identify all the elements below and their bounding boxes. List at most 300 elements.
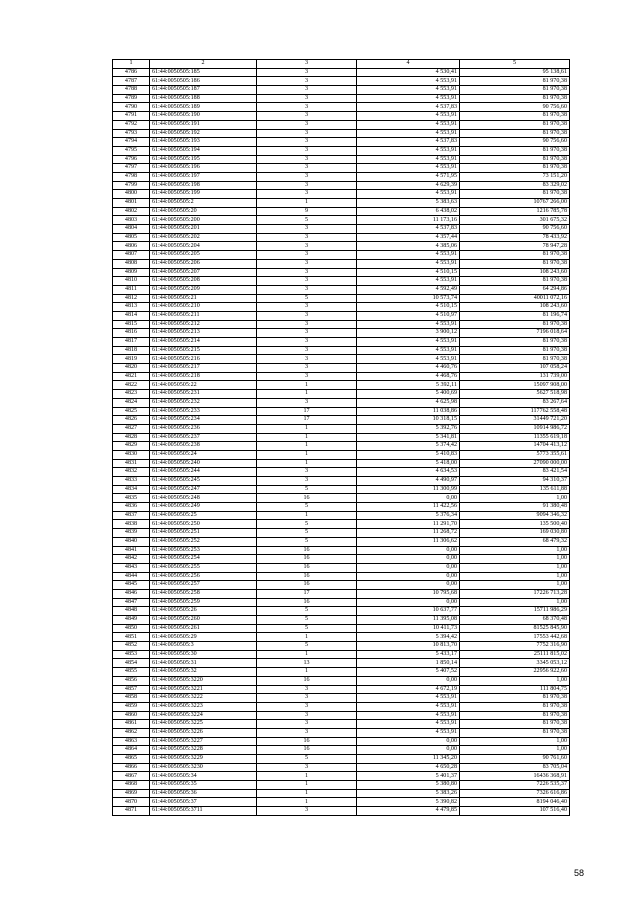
group-code-cell: 3 bbox=[257, 477, 357, 486]
row-index-cell: 4825 bbox=[113, 407, 150, 416]
unit-value-cell: 5 392,76 bbox=[357, 424, 460, 433]
cadastral-number-cell: 61:44:0050505:198 bbox=[150, 181, 257, 190]
unit-value-cell: 0,00 bbox=[357, 546, 460, 555]
unit-value-cell: 4 553,91 bbox=[357, 164, 460, 173]
cadastral-value-cell: 95 138,61 bbox=[460, 68, 570, 77]
table-row bbox=[113, 624, 570, 633]
table-row bbox=[113, 320, 570, 329]
table-row bbox=[113, 285, 570, 294]
cadastral-value-cell: 10767 266,00 bbox=[460, 199, 570, 208]
group-code-cell: 17 bbox=[257, 589, 357, 598]
cadastral-number-cell: 61:44:0050505:202 bbox=[150, 233, 257, 242]
table-row bbox=[113, 233, 570, 242]
table-row bbox=[113, 225, 570, 234]
cadastral-value-cell: 64 294,86 bbox=[460, 285, 570, 294]
table-row bbox=[113, 563, 570, 572]
cadastral-number-cell: 61:44:0050505:212 bbox=[150, 320, 257, 329]
column-header-1: 1 bbox=[113, 60, 150, 69]
unit-value-cell: 4 537,83 bbox=[357, 225, 460, 234]
group-code-cell: 1 bbox=[257, 633, 357, 642]
unit-value-cell: 4 553,91 bbox=[357, 94, 460, 103]
group-code-cell: 3 bbox=[257, 468, 357, 477]
unit-value-cell: 10 318,15 bbox=[357, 416, 460, 425]
cadastral-number-cell: 61:44:0050505:209 bbox=[150, 285, 257, 294]
table-body bbox=[113, 68, 570, 815]
table-row bbox=[113, 720, 570, 729]
cadastral-number-cell: 61:44:0050505:200 bbox=[150, 216, 257, 225]
row-index-cell: 4840 bbox=[113, 537, 150, 546]
cadastral-number-cell: 61:44:0050505:233 bbox=[150, 407, 257, 416]
table-row bbox=[113, 616, 570, 625]
unit-value-cell: 4 553,91 bbox=[357, 702, 460, 711]
unit-value-cell: 4 553,91 bbox=[357, 129, 460, 138]
cadastral-value-cell: 81 970,38 bbox=[460, 86, 570, 95]
cadastral-value-cell: 73 151,20 bbox=[460, 172, 570, 181]
row-index-cell: 4797 bbox=[113, 164, 150, 173]
row-index-cell: 4871 bbox=[113, 807, 150, 816]
table-row bbox=[113, 442, 570, 451]
row-index-cell: 4830 bbox=[113, 450, 150, 459]
table-row bbox=[113, 242, 570, 251]
row-index-cell: 4812 bbox=[113, 294, 150, 303]
unit-value-cell: 4 553,91 bbox=[357, 711, 460, 720]
table-row bbox=[113, 537, 570, 546]
cadastral-value-cell: 1,00 bbox=[460, 746, 570, 755]
row-index-cell: 4852 bbox=[113, 642, 150, 651]
table-row bbox=[113, 138, 570, 147]
group-code-cell: 3 bbox=[257, 155, 357, 164]
group-code-cell: 5 bbox=[257, 529, 357, 538]
row-index-cell: 4843 bbox=[113, 563, 150, 572]
row-index-cell: 4807 bbox=[113, 251, 150, 260]
unit-value-cell: 4 553,91 bbox=[357, 251, 460, 260]
group-code-cell: 16 bbox=[257, 555, 357, 564]
group-code-cell: 3 bbox=[257, 103, 357, 112]
cadastral-value-cell: 78 433,92 bbox=[460, 233, 570, 242]
cadastral-value-cell: 90 761,60 bbox=[460, 755, 570, 764]
group-code-cell: 5 bbox=[257, 642, 357, 651]
cadastral-number-cell: 61:44:0050505:260 bbox=[150, 616, 257, 625]
column-header-4: 4 bbox=[357, 60, 460, 69]
cadastral-number-cell: 61:44:0050505:253 bbox=[150, 546, 257, 555]
unit-value-cell: 6 438,02 bbox=[357, 207, 460, 216]
row-index-cell: 4869 bbox=[113, 789, 150, 798]
cadastral-value-cell: 91 380,48 bbox=[460, 503, 570, 512]
cadastral-number-cell: 61:44:0050505:35 bbox=[150, 781, 257, 790]
cadastral-number-cell: 61:44:0050505:193 bbox=[150, 138, 257, 147]
unit-value-cell: 4 553,91 bbox=[357, 77, 460, 86]
cadastral-value-cell: 68 479,32 bbox=[460, 537, 570, 546]
row-index-cell: 4810 bbox=[113, 277, 150, 286]
unit-value-cell: 5 390,82 bbox=[357, 798, 460, 807]
cadastral-number-cell: 61:44:0050505:252 bbox=[150, 537, 257, 546]
group-code-cell: 16 bbox=[257, 563, 357, 572]
group-code-cell: 5 bbox=[257, 503, 357, 512]
row-index-cell: 4815 bbox=[113, 320, 150, 329]
cadastral-value-cell: 1,00 bbox=[460, 676, 570, 685]
row-index-cell: 4846 bbox=[113, 589, 150, 598]
table-row bbox=[113, 685, 570, 694]
cadastral-number-cell: 61:44:0050505:231 bbox=[150, 390, 257, 399]
group-code-cell: 1 bbox=[257, 381, 357, 390]
cadastral-number-cell: 61:44:0050505:32 bbox=[150, 668, 257, 677]
table-row bbox=[113, 190, 570, 199]
group-code-cell: 3 bbox=[257, 338, 357, 347]
cadastral-number-cell: 61:44:0050505:3223 bbox=[150, 702, 257, 711]
cadastral-number-cell: 61:44:0050505:259 bbox=[150, 598, 257, 607]
unit-value-cell: 10 813,70 bbox=[357, 642, 460, 651]
cadastral-value-cell: 81 970,38 bbox=[460, 77, 570, 86]
cadastral-number-cell: 61:44:0050505:3230 bbox=[150, 763, 257, 772]
cadastral-number-cell: 61:44:0050505:217 bbox=[150, 364, 257, 373]
group-code-cell: 3 bbox=[257, 259, 357, 268]
row-index-cell: 4866 bbox=[113, 763, 150, 772]
table-row bbox=[113, 146, 570, 155]
table-row bbox=[113, 668, 570, 677]
cadastral-value-cell: 81 970,38 bbox=[460, 190, 570, 199]
cadastral-number-cell: 61:44:0050505:215 bbox=[150, 346, 257, 355]
group-code-cell: 3 bbox=[257, 702, 357, 711]
cadastral-value-cell: 90 756,60 bbox=[460, 103, 570, 112]
row-index-cell: 4842 bbox=[113, 555, 150, 564]
cadastral-value-cell: 17226 713,28 bbox=[460, 589, 570, 598]
cadastral-value-cell: 81 970,38 bbox=[460, 355, 570, 364]
unit-value-cell: 4 553,91 bbox=[357, 338, 460, 347]
cadastral-value-cell: 81 970,38 bbox=[460, 702, 570, 711]
group-code-cell: 3 bbox=[257, 763, 357, 772]
cadastral-number-cell: 61:44:0050505:256 bbox=[150, 572, 257, 581]
cadastral-number-cell: 61:44:0050505:187 bbox=[150, 86, 257, 95]
cadastral-number-cell: 61:44:0050505:211 bbox=[150, 311, 257, 320]
cadastral-value-cell: 16436 368,91 bbox=[460, 772, 570, 781]
cadastral-number-cell: 61:44:0050505:236 bbox=[150, 424, 257, 433]
unit-value-cell: 5 374,42 bbox=[357, 442, 460, 451]
table-row bbox=[113, 711, 570, 720]
table-row bbox=[113, 598, 570, 607]
table-row bbox=[113, 450, 570, 459]
cadastral-number-cell: 61:44:0050505:3221 bbox=[150, 685, 257, 694]
row-index-cell: 4827 bbox=[113, 424, 150, 433]
unit-value-cell: 4 553,91 bbox=[357, 146, 460, 155]
row-index-cell: 4835 bbox=[113, 494, 150, 503]
unit-value-cell: 4 510,15 bbox=[357, 303, 460, 312]
group-code-cell: 17 bbox=[257, 407, 357, 416]
cadastral-value-cell: 135 611,88 bbox=[460, 485, 570, 494]
group-code-cell: 1 bbox=[257, 650, 357, 659]
cadastral-value-cell: 81 970,38 bbox=[460, 720, 570, 729]
row-index-cell: 4821 bbox=[113, 372, 150, 381]
cadastral-number-cell: 61:44:0050505:30 bbox=[150, 650, 257, 659]
table-row bbox=[113, 433, 570, 442]
table-row bbox=[113, 676, 570, 685]
cadastral-value-cell: 81 970,38 bbox=[460, 346, 570, 355]
table-row bbox=[113, 798, 570, 807]
unit-value-cell: 4 553,91 bbox=[357, 86, 460, 95]
row-index-cell: 4838 bbox=[113, 520, 150, 529]
row-index-cell: 4823 bbox=[113, 390, 150, 399]
cadastral-number-cell: 61:44:0050505:29 bbox=[150, 633, 257, 642]
group-code-cell: 3 bbox=[257, 355, 357, 364]
group-code-cell: 3 bbox=[257, 268, 357, 277]
cadastral-number-cell: 61:44:0050505:25 bbox=[150, 511, 257, 520]
unit-value-cell: 5 380,80 bbox=[357, 781, 460, 790]
row-index-cell: 4857 bbox=[113, 685, 150, 694]
unit-value-cell: 10 637,77 bbox=[357, 607, 460, 616]
row-index-cell: 4793 bbox=[113, 129, 150, 138]
cadastral-value-cell: 27090 000,00 bbox=[460, 459, 570, 468]
group-code-cell: 3 bbox=[257, 68, 357, 77]
cadastral-number-cell: 61:44:0050505:189 bbox=[150, 103, 257, 112]
unit-value-cell: 4 672,19 bbox=[357, 685, 460, 694]
row-index-cell: 4796 bbox=[113, 155, 150, 164]
cadastral-value-cell: 83 267,64 bbox=[460, 398, 570, 407]
unit-value-cell: 11 038,86 bbox=[357, 407, 460, 416]
group-code-cell: 1 bbox=[257, 511, 357, 520]
row-index-cell: 4804 bbox=[113, 225, 150, 234]
cadastral-number-cell: 61:44:0050505:258 bbox=[150, 589, 257, 598]
cadastral-value-cell: 81 970,38 bbox=[460, 711, 570, 720]
group-code-cell: 5 bbox=[257, 755, 357, 764]
cadastral-value-cell: 1216 785,78 bbox=[460, 207, 570, 216]
cadastral-value-cell: 83 421,54 bbox=[460, 468, 570, 477]
row-index-cell: 4831 bbox=[113, 459, 150, 468]
unit-value-cell: 4 553,91 bbox=[357, 120, 460, 129]
group-code-cell: 16 bbox=[257, 572, 357, 581]
row-index-cell: 4822 bbox=[113, 381, 150, 390]
cadastral-number-cell: 61:44:0050505:250 bbox=[150, 520, 257, 529]
unit-value-cell: 4 634,53 bbox=[357, 468, 460, 477]
unit-value-cell: 0,00 bbox=[357, 572, 460, 581]
row-index-cell: 4794 bbox=[113, 138, 150, 147]
cadastral-value-cell: 5773 355,61 bbox=[460, 450, 570, 459]
row-index-cell: 4865 bbox=[113, 755, 150, 764]
group-code-cell: 16 bbox=[257, 737, 357, 746]
group-code-cell: 3 bbox=[257, 86, 357, 95]
table-row bbox=[113, 781, 570, 790]
unit-value-cell: 4 553,91 bbox=[357, 728, 460, 737]
table-row bbox=[113, 181, 570, 190]
cadastral-value-cell: 108 243,60 bbox=[460, 303, 570, 312]
cadastral-number-cell: 61:44:0050505:3228 bbox=[150, 746, 257, 755]
group-code-cell: 1 bbox=[257, 772, 357, 781]
row-index-cell: 4845 bbox=[113, 581, 150, 590]
table-row bbox=[113, 94, 570, 103]
unit-value-cell: 0,00 bbox=[357, 746, 460, 755]
unit-value-cell: 0,00 bbox=[357, 737, 460, 746]
cadastral-number-cell: 61:44:0050505:261 bbox=[150, 624, 257, 633]
table-header-row bbox=[113, 60, 570, 69]
group-code-cell: 3 bbox=[257, 285, 357, 294]
unit-value-cell: 4 479,85 bbox=[357, 807, 460, 816]
cadastral-number-cell: 61:44:0050505:194 bbox=[150, 146, 257, 155]
table-row bbox=[113, 311, 570, 320]
cadastral-number-cell: 61:44:0050505:234 bbox=[150, 416, 257, 425]
unit-value-cell: 11 300,99 bbox=[357, 485, 460, 494]
column-header-3: 3 bbox=[257, 60, 357, 69]
cadastral-number-cell: 61:44:0050505:31 bbox=[150, 659, 257, 668]
group-code-cell: 3 bbox=[257, 728, 357, 737]
unit-value-cell: 4 553,91 bbox=[357, 112, 460, 121]
table-row bbox=[113, 129, 570, 138]
cadastral-number-cell: 61:44:0050505:3220 bbox=[150, 676, 257, 685]
unit-value-cell: 4 537,83 bbox=[357, 138, 460, 147]
cadastral-value-cell: 1,00 bbox=[460, 737, 570, 746]
row-index-cell: 4860 bbox=[113, 711, 150, 720]
group-code-cell: 16 bbox=[257, 676, 357, 685]
group-code-cell: 3 bbox=[257, 120, 357, 129]
row-index-cell: 4828 bbox=[113, 433, 150, 442]
table-row bbox=[113, 511, 570, 520]
cadastral-number-cell: 61:44:0050505:201 bbox=[150, 225, 257, 234]
cadastral-value-cell: 5627 518,98 bbox=[460, 390, 570, 399]
unit-value-cell: 10 573,74 bbox=[357, 294, 460, 303]
group-code-cell: 3 bbox=[257, 346, 357, 355]
cadastral-value-cell: 1,00 bbox=[460, 494, 570, 503]
row-index-cell: 4787 bbox=[113, 77, 150, 86]
cadastral-number-cell: 61:44:0050505:3711 bbox=[150, 807, 257, 816]
cadastral-value-cell: 135 500,40 bbox=[460, 520, 570, 529]
table-row bbox=[113, 642, 570, 651]
row-index-cell: 4820 bbox=[113, 364, 150, 373]
group-code-cell: 3 bbox=[257, 694, 357, 703]
cadastral-number-cell: 61:44:0050505:204 bbox=[150, 242, 257, 251]
group-code-cell: 1 bbox=[257, 459, 357, 468]
row-index-cell: 4814 bbox=[113, 311, 150, 320]
table-row bbox=[113, 68, 570, 77]
row-index-cell: 4800 bbox=[113, 190, 150, 199]
table-row bbox=[113, 763, 570, 772]
row-index-cell: 4805 bbox=[113, 233, 150, 242]
unit-value-cell: 4 592,49 bbox=[357, 285, 460, 294]
cadastral-number-cell: 61:44:0050505:191 bbox=[150, 120, 257, 129]
group-code-cell: 1 bbox=[257, 390, 357, 399]
table-row bbox=[113, 407, 570, 416]
cadastral-value-cell: 90 756,60 bbox=[460, 225, 570, 234]
group-code-cell: 1 bbox=[257, 789, 357, 798]
cadastral-value-cell: 15097 908,00 bbox=[460, 381, 570, 390]
row-index-cell: 4789 bbox=[113, 94, 150, 103]
row-index-cell: 4848 bbox=[113, 607, 150, 616]
group-code-cell: 5 bbox=[257, 520, 357, 529]
row-index-cell: 4834 bbox=[113, 485, 150, 494]
row-index-cell: 4856 bbox=[113, 676, 150, 685]
group-code-cell: 5 bbox=[257, 607, 357, 616]
row-index-cell: 4802 bbox=[113, 207, 150, 216]
group-code-cell: 1 bbox=[257, 798, 357, 807]
group-code-cell: 13 bbox=[257, 659, 357, 668]
cadastral-value-cell: 1,00 bbox=[460, 555, 570, 564]
unit-value-cell: 4 553,91 bbox=[357, 155, 460, 164]
group-code-cell: 16 bbox=[257, 598, 357, 607]
unit-value-cell: 4 553,91 bbox=[357, 320, 460, 329]
cadastral-value-cell: 25111 815,02 bbox=[460, 650, 570, 659]
cadastral-number-cell: 61:44:0050505:3225 bbox=[150, 720, 257, 729]
unit-value-cell: 11 422,56 bbox=[357, 503, 460, 512]
unit-value-cell: 0,00 bbox=[357, 676, 460, 685]
cadastral-number-cell: 61:44:0050505:249 bbox=[150, 503, 257, 512]
unit-value-cell: 10 795,68 bbox=[357, 589, 460, 598]
unit-value-cell: 10 411,73 bbox=[357, 624, 460, 633]
cadastral-number-cell: 61:44:0050505:3227 bbox=[150, 737, 257, 746]
cadastral-value-cell: 131 739,00 bbox=[460, 372, 570, 381]
group-code-cell: 3 bbox=[257, 277, 357, 286]
cadastral-number-cell: 61:44:0050505:2 bbox=[150, 199, 257, 208]
table-row bbox=[113, 633, 570, 642]
column-header-5: 5 bbox=[460, 60, 570, 69]
group-code-cell: 9 bbox=[257, 207, 357, 216]
cadastral-number-cell: 61:44:0050505:207 bbox=[150, 268, 257, 277]
cadastral-number-cell: 61:44:0050505:251 bbox=[150, 529, 257, 538]
cadastral-number-cell: 61:44:0050505:3224 bbox=[150, 711, 257, 720]
table-row bbox=[113, 277, 570, 286]
table-row bbox=[113, 424, 570, 433]
row-index-cell: 4798 bbox=[113, 172, 150, 181]
cadastral-value-cell: 78 947,28 bbox=[460, 242, 570, 251]
table-row bbox=[113, 755, 570, 764]
row-index-cell: 4855 bbox=[113, 668, 150, 677]
row-index-cell: 4786 bbox=[113, 68, 150, 77]
row-index-cell: 4844 bbox=[113, 572, 150, 581]
cadastral-value-cell: 7752 316,90 bbox=[460, 642, 570, 651]
cadastral-value-cell: 10914 986,72 bbox=[460, 424, 570, 433]
row-index-cell: 4847 bbox=[113, 598, 150, 607]
unit-value-cell: 5 394,42 bbox=[357, 633, 460, 642]
unit-value-cell: 4 468,76 bbox=[357, 372, 460, 381]
cadastral-value-cell: 111 804,75 bbox=[460, 685, 570, 694]
table-row bbox=[113, 581, 570, 590]
group-code-cell: 5 bbox=[257, 537, 357, 546]
row-index-cell: 4829 bbox=[113, 442, 150, 451]
cadastral-value-cell: 81 970,38 bbox=[460, 259, 570, 268]
group-code-cell: 1 bbox=[257, 199, 357, 208]
cadastral-number-cell: 61:44:0050505:26 bbox=[150, 607, 257, 616]
cadastral-value-cell: 7326 616,86 bbox=[460, 789, 570, 798]
row-index-cell: 4801 bbox=[113, 199, 150, 208]
group-code-cell: 3 bbox=[257, 77, 357, 86]
unit-value-cell: 5 400,69 bbox=[357, 390, 460, 399]
unit-value-cell: 11 291,70 bbox=[357, 520, 460, 529]
cadastral-number-cell: 61:44:0050505:240 bbox=[150, 459, 257, 468]
cadastral-value-cell: 107 058,24 bbox=[460, 364, 570, 373]
row-index-cell: 4790 bbox=[113, 103, 150, 112]
table-row bbox=[113, 112, 570, 121]
row-index-cell: 4811 bbox=[113, 285, 150, 294]
cadastral-number-cell: 61:44:0050505:185 bbox=[150, 68, 257, 77]
unit-value-cell: 4 460,76 bbox=[357, 364, 460, 373]
table-row bbox=[113, 546, 570, 555]
table-row bbox=[113, 529, 570, 538]
row-index-cell: 4806 bbox=[113, 242, 150, 251]
cadastral-value-cell: 1,00 bbox=[460, 546, 570, 555]
cadastral-value-cell: 81 970,38 bbox=[460, 728, 570, 737]
row-index-cell: 4858 bbox=[113, 694, 150, 703]
cadastral-number-cell: 61:44:0050505:210 bbox=[150, 303, 257, 312]
cadastral-number-cell: 61:44:0050505:34 bbox=[150, 772, 257, 781]
cadastral-value-cell: 31449 721,20 bbox=[460, 416, 570, 425]
cadastral-number-cell: 61:44:0050505:190 bbox=[150, 112, 257, 121]
group-code-cell: 3 bbox=[257, 720, 357, 729]
cadastral-number-cell: 61:44:0050505:197 bbox=[150, 172, 257, 181]
unit-value-cell: 0,00 bbox=[357, 563, 460, 572]
unit-value-cell: 11 345,20 bbox=[357, 755, 460, 764]
cadastral-number-cell: 61:44:0050505:213 bbox=[150, 329, 257, 338]
unit-value-cell: 4 553,91 bbox=[357, 346, 460, 355]
cadastral-value-cell: 9094 346,32 bbox=[460, 511, 570, 520]
group-code-cell: 1 bbox=[257, 424, 357, 433]
cadastral-value-cell: 7226 535,37 bbox=[460, 781, 570, 790]
cadastral-number-cell: 61:44:0050505:36 bbox=[150, 789, 257, 798]
table-row bbox=[113, 650, 570, 659]
